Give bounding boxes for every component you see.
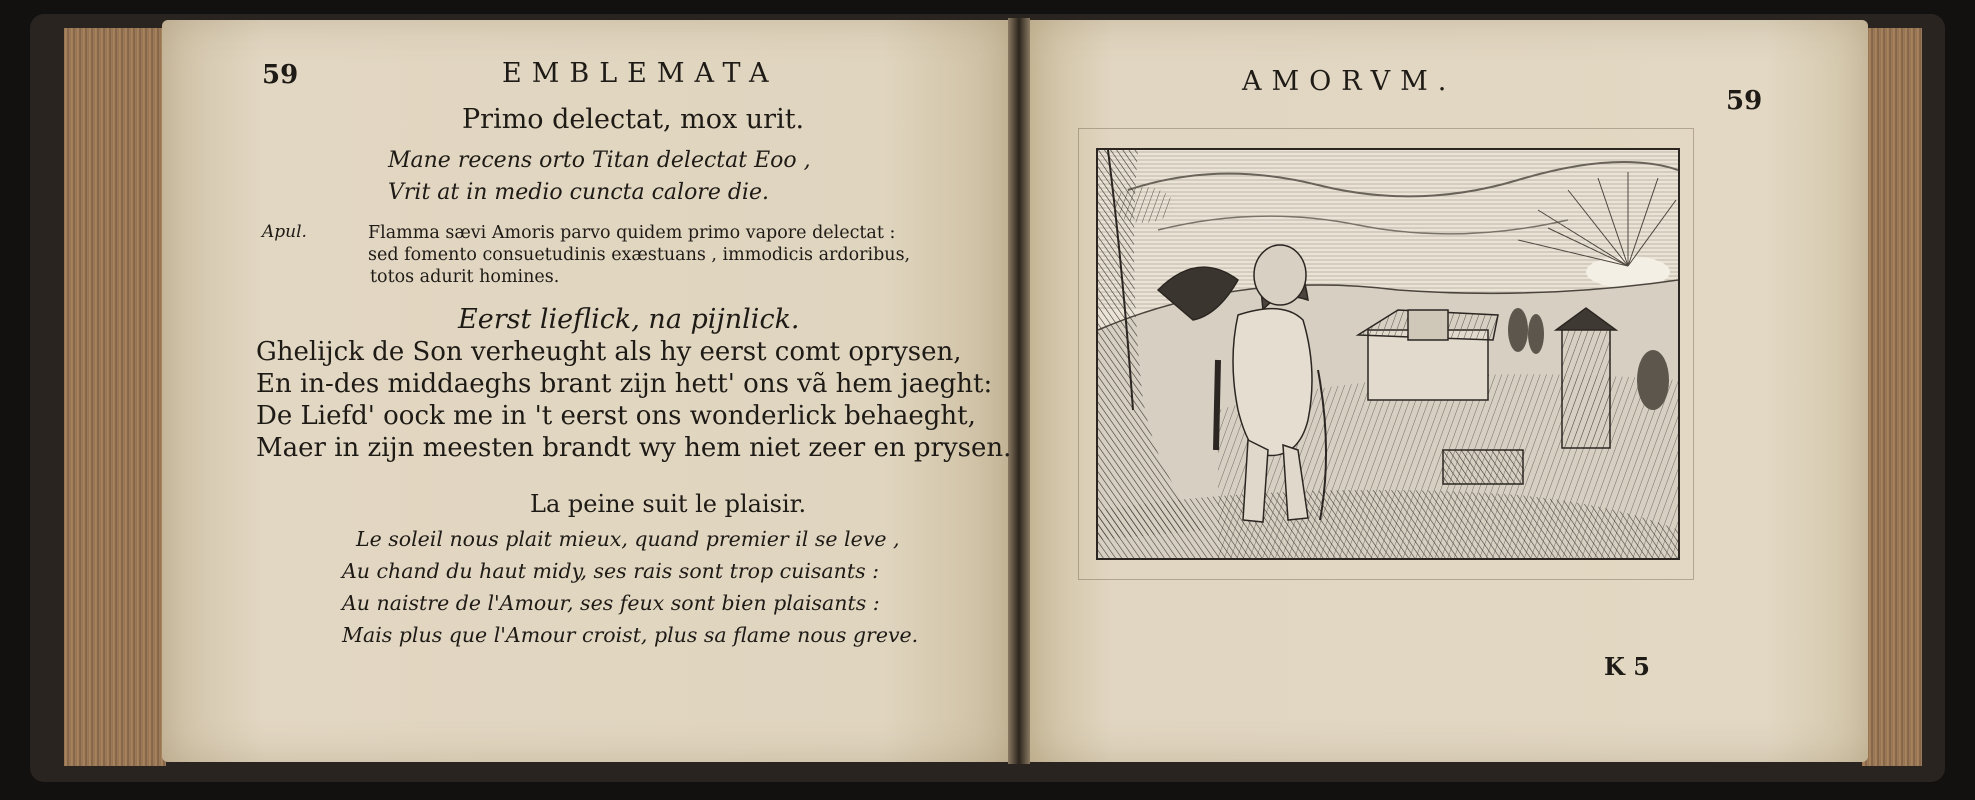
left-folio: 59: [262, 60, 299, 90]
prose-line: sed fomento consuetudinis exæstuans , immodicis ardoribus,: [368, 245, 911, 265]
french-motto: La peine suit le plaisir.: [530, 490, 807, 518]
french-verse-line: Le soleil nous plait mieux, quand premier il se leve ,: [356, 527, 900, 551]
prose-line: totos adurit homines.: [370, 267, 560, 287]
french-verse-line: Au chand du haut midy, ses rais sont trop cuisants :: [342, 559, 880, 583]
dutch-verse-line: En in-des middaeghs brant zijn hett' ons vã hem jaeght:: [256, 369, 993, 399]
right-folio: 59: [1726, 86, 1763, 116]
dutch-motto: Eerst lieflick, na pijnlick.: [458, 304, 800, 335]
right-page-edges: [1862, 28, 1922, 766]
latin-verse-line: Vrit at in medio cuncta calore die.: [388, 180, 769, 205]
signature-mark: K 5: [1604, 652, 1650, 681]
latin-verse-line: Mane recens orto Titan delectat Eoo ,: [388, 148, 811, 173]
left-running-head: EMBLEMATA: [502, 58, 779, 89]
dutch-verse-line: Ghelijck de Son verheught als hy eerst comt oprysen,: [256, 337, 962, 367]
margin-note: Apul.: [262, 222, 307, 242]
dutch-verse-line: De Liefd' oock me in 't eerst ons wonderlick behaeght,: [256, 401, 976, 431]
prose-line: Flamma sævi Amoris parvo quidem primo vapore delectat :: [368, 223, 896, 243]
cupid-engraving-icon: [1096, 148, 1680, 560]
dutch-verse-line: Maer in zijn meesten brandt wy hem niet zeer en prysen.: [256, 433, 1012, 463]
right-running-head: AMORVM.: [1242, 66, 1457, 97]
left-page-edges: [64, 28, 166, 766]
book-gutter: [1008, 18, 1030, 764]
french-verse-line: Mais plus que l'Amour croist, plus sa flame nous greve.: [342, 623, 919, 647]
french-verse-line: Au naistre de l'Amour, ses feux sont bien plaisants :: [342, 591, 880, 615]
latin-motto: Primo delectat, mox urit.: [462, 104, 805, 135]
